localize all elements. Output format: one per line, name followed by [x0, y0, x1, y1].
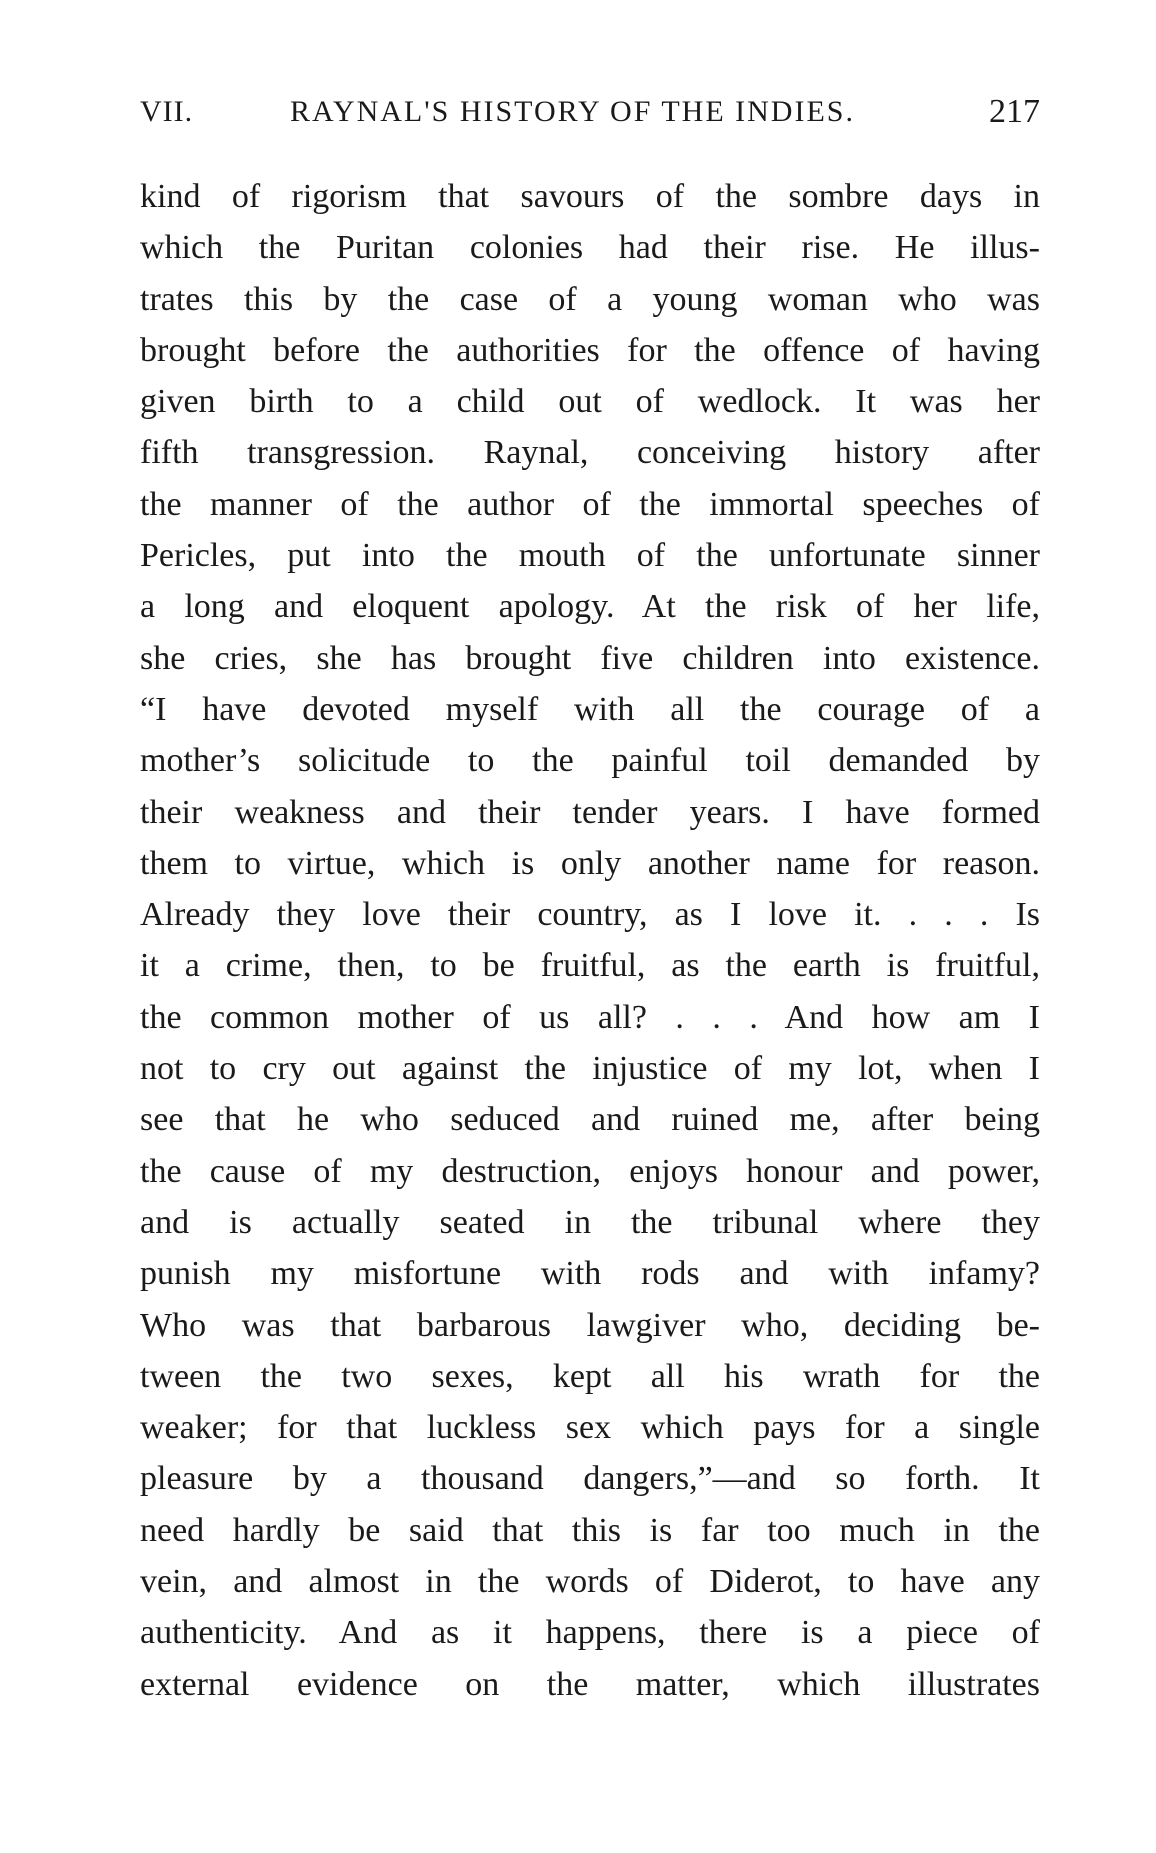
text-line: tween the two sexes, kept all his wrath for the: [140, 1357, 1040, 1395]
text-line: which the Puritan colonies had their rise. He illus-: [140, 229, 1040, 267]
text-line: kind of rigorism that savours of the sombre days in: [140, 178, 1040, 215]
text-line: pleasure by a thousand dangers,”—and so forth. It: [140, 1460, 1040, 1498]
text-line: the common mother of us all? . . . And how am I: [140, 998, 1040, 1036]
text-line: it a crime, then, to be fruitful, as the earth is fruitful,: [140, 947, 1040, 985]
text-line: need hardly be said that this is far too much in the: [140, 1511, 1040, 1549]
text-line: a long and eloquent apology. At the risk of her life,: [140, 588, 1040, 626]
text-line: external evidence on the matter, which illustrates: [140, 1665, 1040, 1703]
text-line: brought before the authorities for the offence of having: [140, 331, 1040, 369]
text-line: trates this by the case of a young woman who was: [140, 280, 1040, 318]
text-line: mother’s solicitude to the painful toil demanded by: [140, 742, 1040, 780]
text-line: them to virtue, which is only another name for reason.: [140, 844, 1040, 882]
text-line: vein, and almost in the words of Diderot, to have any: [140, 1563, 1040, 1601]
text-line: Already they love their country, as I love it. . . . Is: [140, 896, 1040, 934]
text-line: authenticity. And as it happens, there is a piece of: [140, 1614, 1040, 1652]
text-line: Pericles, put into the mouth of the unfortunate sinner: [140, 537, 1040, 575]
body-text: [140, 171, 1040, 1710]
text-line: “I have devoted myself with all the courage of a: [140, 690, 1040, 728]
running-head: [140, 92, 1040, 132]
text-line: and is actually seated in the tribunal where they: [140, 1203, 1040, 1241]
text-line: she cries, she has brought five children into existence.: [140, 639, 1040, 677]
chapter-number: VII.: [140, 95, 194, 128]
text-line: not to cry out against the injustice of my lot, when I: [140, 1050, 1040, 1088]
text-line: fifth transgression. Raynal, conceiving history after: [140, 434, 1040, 472]
text-line: their weakness and their tender years. I have formed: [140, 793, 1040, 831]
text-line: weaker; for that luckless sex which pays for a single: [140, 1409, 1040, 1447]
text-line: the manner of the author of the immortal speeches of: [140, 485, 1040, 523]
running-title: RAYNAL'S HISTORY OF THE INDIES.: [290, 95, 855, 128]
text-line: punish my misfortune with rods and with infamy?: [140, 1255, 1040, 1293]
page-number: 217: [989, 93, 1040, 130]
text-line: given birth to a child out of wedlock. It was her: [140, 383, 1040, 421]
text-line: the cause of my destruction, enjoys honour and power,: [140, 1152, 1040, 1190]
text-line: Who was that barbarous lawgiver who, deciding be-: [140, 1306, 1040, 1344]
text-line: see that he who seduced and ruined me, after being: [140, 1101, 1040, 1139]
